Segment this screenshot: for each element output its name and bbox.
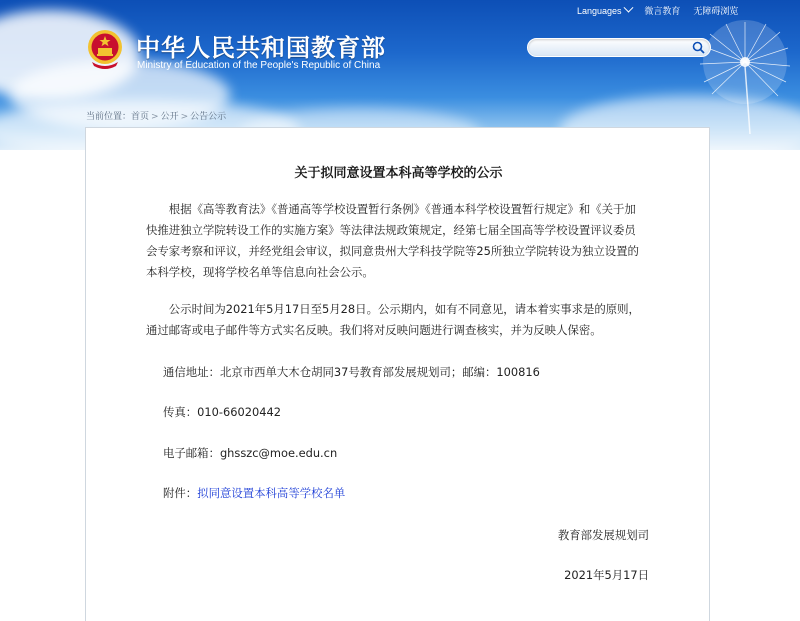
breadcrumb-home[interactable]: 首页 [131, 112, 150, 122]
breadcrumb-public[interactable]: 公开 [160, 112, 179, 122]
breadcrumb-separator: > [180, 112, 189, 122]
contact-address: 通信地址：北京市西单大木仓胡同37号教育部发展规划司；邮编：100816 [163, 365, 540, 379]
article-paragraph-2: 公示时间为2021年5月17日至5月28日。公示期内，如有不同意见，请本着实事求是的原则，通过邮寄或电子邮件等方式实名反映。我们将对反映问题进行调查核实，并为反映人保密。 [146, 302, 640, 337]
breadcrumb-separator: > [151, 112, 159, 122]
chevron-down-icon [623, 3, 633, 13]
article-title: 关于拟同意设置本科高等学校的公示 [294, 166, 503, 181]
signature: 教育部发展规划司 [557, 528, 649, 542]
contact-fax: 传真：010-66020442 [163, 405, 282, 419]
top-links [577, 4, 748, 17]
article-date: 2021年5月17日 [564, 568, 649, 582]
languages-label: Languages [577, 6, 622, 16]
site-title[interactable]: 中华人民共和国教育部 [136, 34, 386, 62]
attachment-label: 附件： [163, 486, 198, 500]
national-emblem-icon [86, 28, 124, 70]
article-panel [85, 127, 710, 621]
search-input[interactable] [534, 40, 684, 54]
article-paragraph-1: 根据《高等教育法》《普通高等学校设置暂行条例》《普通本科学校设置暂行规定》和《关于加快推进独立学院转设工作的实施方案》等法律法规政策规定，经第七届全国高等学校设置评议委员会专家考察和评议，并经党组会审议，拟同意贵州大学科技学院等25所独立学院转设为独立设置的本科学校，现将学校名单等信息向社会公示。 [146, 202, 639, 279]
search-box [527, 38, 711, 57]
contact-email: 电子邮箱：ghsszc@moe.edu.cn [163, 446, 338, 460]
search-icon[interactable] [692, 41, 705, 54]
attachment-link[interactable]: 拟同意设置本科高等学校名单 [197, 486, 346, 500]
languages-menu[interactable] [577, 6, 632, 16]
attachment-line [163, 485, 345, 501]
breadcrumb-label: 当前位置： [86, 112, 132, 122]
weiyan-education-link[interactable]: 微言教育 [644, 7, 681, 17]
site-subtitle: Ministry of Education of the People's Republic of China [137, 60, 381, 71]
breadcrumb [86, 109, 226, 122]
accessibility-link[interactable]: 无障碍浏览 [693, 7, 739, 17]
dandelion-decoration-icon [690, 14, 800, 134]
breadcrumb-announcements[interactable]: 公告公示 [190, 112, 227, 122]
